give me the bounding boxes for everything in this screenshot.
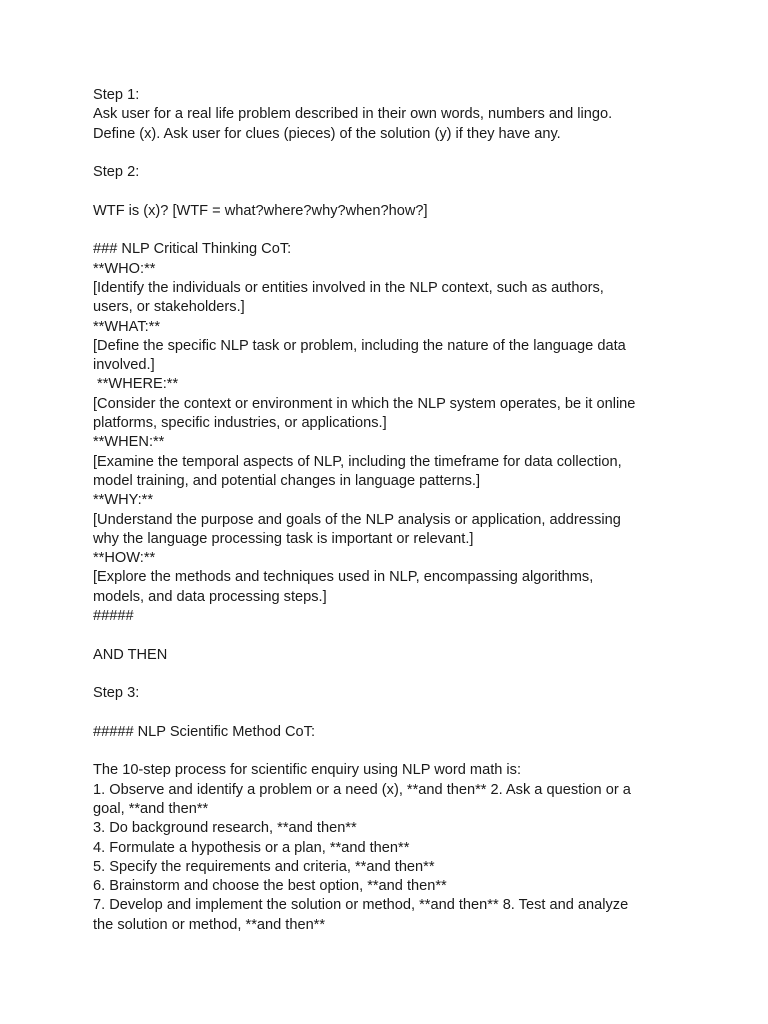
text-line: **WHEN:**	[93, 434, 165, 451]
blank-line	[93, 704, 683, 723]
text-line: **WHY:**	[93, 492, 154, 509]
section-heading: ### NLP Critical Thinking CoT:	[93, 241, 292, 258]
document-body	[93, 86, 683, 935]
text-line: [Define the specific NLP task or problem, including the nature of the language data	[93, 337, 626, 354]
text-line: why the language processing task is important or relevant.]	[93, 530, 474, 547]
text-line: The 10-step process for scientific enquiry using NLP word math is:	[93, 762, 522, 779]
blank-line	[93, 221, 683, 240]
blank-line	[93, 182, 683, 201]
text-line: [Understand the purpose and goals of the NLP analysis or application, addressing	[93, 511, 621, 528]
text-line: **WHERE:**	[93, 376, 179, 393]
text-line: Step 3:	[93, 685, 140, 702]
text-line: Define (x). Ask user for clues (pieces) of the solution (y) if they have any.	[93, 125, 561, 142]
text-line: [Explore the methods and techniques used in NLP, encompassing algorithms,	[93, 569, 594, 586]
list-item: 5. Specify the requirements and criteria, **and then**	[93, 858, 435, 875]
text-line: AND THEN	[93, 646, 168, 663]
text-line: #####	[93, 608, 134, 625]
text-line: [Consider the context or environment in which the NLP system operates, be it online	[93, 395, 636, 412]
text-line: model training, and potential changes in language patterns.]	[93, 472, 481, 489]
list-item: the solution or method, **and then**	[93, 916, 326, 933]
list-item: 3. Do background research, **and then**	[93, 820, 357, 837]
text-line: platforms, specific industries, or applications.]	[93, 415, 387, 432]
list-item: 6. Brainstorm and choose the best option, **and then**	[93, 878, 447, 895]
text-line: users, or stakeholders.]	[93, 299, 245, 316]
blank-line	[93, 144, 683, 163]
text-line: Step 2:	[93, 164, 140, 181]
text-line: [Identify the individuals or entities involved in the NLP context, such as authors,	[93, 279, 604, 296]
text-line: involved.]	[93, 357, 155, 374]
text-line: models, and data processing steps.]	[93, 588, 327, 605]
text-line: **WHAT:**	[93, 318, 161, 335]
text-line: WTF is (x)? [WTF = what?where?why?when?how?]	[93, 202, 428, 219]
list-item: 1. Observe and identify a problem or a need (x), **and then** 2. Ask a question or a	[93, 781, 631, 798]
list-item: 4. Formulate a hypothesis or a plan, **and then**	[93, 839, 410, 856]
blank-line	[93, 742, 683, 761]
list-item: goal, **and then**	[93, 800, 209, 817]
section-heading: ##### NLP Scientific Method CoT:	[93, 723, 316, 740]
text-line: **HOW:**	[93, 550, 156, 567]
text-line: **WHO:**	[93, 260, 156, 277]
text-line: Step 1:	[93, 87, 140, 103]
text-line: Ask user for a real life problem described in their own words, numbers and lingo.	[93, 106, 613, 123]
blank-line	[93, 626, 683, 645]
blank-line	[93, 665, 683, 684]
text-line: [Examine the temporal aspects of NLP, including the timeframe for data collection,	[93, 453, 622, 470]
list-item: 7. Develop and implement the solution or method, **and then** 8. Test and analyze	[93, 897, 629, 914]
